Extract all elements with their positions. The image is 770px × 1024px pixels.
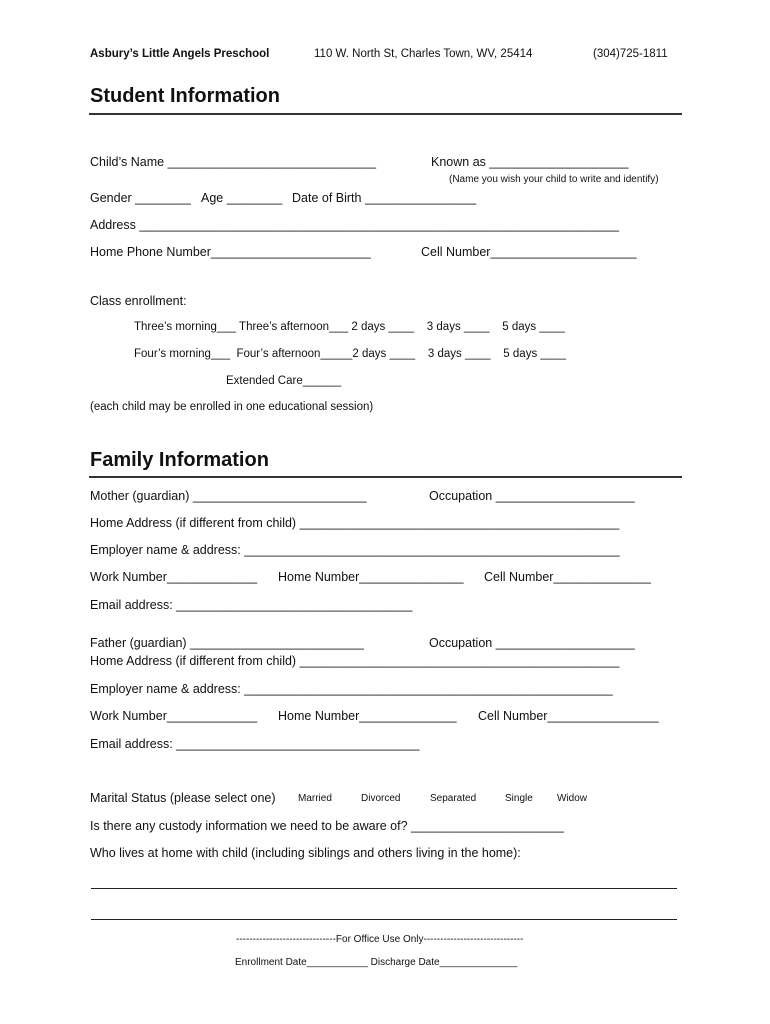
extended-care-field[interactable]: Extended Care______ bbox=[226, 375, 342, 387]
gender-field[interactable]: Gender ________ bbox=[90, 191, 191, 205]
mother-home-number-field[interactable]: Home Number_______________ bbox=[278, 570, 464, 584]
lives-with-line-2[interactable] bbox=[91, 919, 677, 920]
family-title-rule bbox=[89, 476, 682, 478]
office-dates-field[interactable]: Enrollment Date___________ Discharge Date______________ bbox=[235, 957, 518, 968]
lives-with-line-1[interactable] bbox=[91, 888, 677, 889]
child-name-field[interactable]: Child’s Name ______________________________ bbox=[90, 155, 377, 169]
family-info-title: Family Information bbox=[90, 449, 269, 471]
marital-option-widow[interactable]: Widow bbox=[557, 793, 588, 804]
marital-option-separated[interactable]: Separated bbox=[430, 793, 477, 804]
dob-field[interactable]: Date of Birth ________________ bbox=[292, 191, 477, 205]
mother-work-number-field[interactable]: Work Number_____________ bbox=[90, 570, 258, 584]
age-field[interactable]: Age ________ bbox=[201, 191, 283, 205]
home-phone-field[interactable]: Home Phone Number_______________________ bbox=[90, 245, 371, 259]
marital-option-single[interactable]: Single bbox=[505, 793, 533, 804]
mother-email-field[interactable]: Email address: __________________________________ bbox=[90, 598, 413, 612]
marital-status-label: Marital Status (please select one) bbox=[90, 791, 276, 805]
mother-cell-number-field[interactable]: Cell Number______________ bbox=[484, 570, 651, 584]
office-use-heading: ------------------------------For Office Use Only------------------------------ bbox=[236, 934, 524, 945]
school-name: Asbury’s Little Angels Preschool bbox=[90, 48, 270, 60]
father-home-address-field[interactable]: Home Address (if different from child) ______________________________________________ bbox=[90, 654, 620, 668]
known-as-field[interactable]: Known as ____________________ bbox=[431, 155, 629, 169]
lives-with-label: Who lives at home with child (including siblings and others living in the home): bbox=[90, 846, 521, 860]
address-field[interactable]: Address _____________________________________________________________________ bbox=[90, 218, 620, 232]
custody-field[interactable]: Is there any custody information we need to be aware of? ______________________ bbox=[90, 819, 564, 833]
mother-employer-field[interactable]: Employer name & address: ______________________________________________________ bbox=[90, 543, 620, 557]
father-employer-field[interactable]: Employer name & address: _____________________________________________________ bbox=[90, 682, 613, 696]
fours-enrollment-row[interactable]: Four’s morning___ Four’s afternoon_____2 days ____ 3 days ____ 5 days ____ bbox=[134, 348, 566, 360]
cell-number-field[interactable]: Cell Number_____________________ bbox=[421, 245, 637, 259]
threes-enrollment-row[interactable]: Three’s morning___ Three’s afternoon___ 2 days ____ 3 days ____ 5 days ____ bbox=[134, 321, 565, 333]
mother-occupation-field[interactable]: Occupation ____________________ bbox=[429, 489, 635, 503]
marital-option-married[interactable]: Married bbox=[298, 793, 332, 804]
mother-home-address-field[interactable]: Home Address (if different from child) ______________________________________________ bbox=[90, 516, 620, 530]
marital-option-divorced[interactable]: Divorced bbox=[361, 793, 401, 804]
father-home-number-field[interactable]: Home Number______________ bbox=[278, 709, 457, 723]
father-email-field[interactable]: Email address: ___________________________________ bbox=[90, 737, 420, 751]
school-phone: (304)725-1811 bbox=[593, 48, 668, 60]
father-guardian-field[interactable]: Father (guardian) _________________________ bbox=[90, 636, 364, 650]
known-as-note: (Name you wish your child to write and identify) bbox=[449, 174, 659, 185]
father-cell-number-field[interactable]: Cell Number________________ bbox=[478, 709, 659, 723]
mother-guardian-field[interactable]: Mother (guardian) _________________________ bbox=[90, 489, 367, 503]
class-enrollment-label: Class enrollment: bbox=[90, 294, 187, 308]
school-address: 110 W. North St, Charles Town, WV, 25414 bbox=[314, 48, 533, 60]
father-work-number-field[interactable]: Work Number_____________ bbox=[90, 709, 258, 723]
enrollment-note: (each child may be enrolled in one educational session) bbox=[90, 401, 374, 413]
student-title-rule bbox=[89, 113, 682, 115]
student-info-title: Student Information bbox=[90, 85, 280, 107]
father-occupation-field[interactable]: Occupation ____________________ bbox=[429, 636, 635, 650]
